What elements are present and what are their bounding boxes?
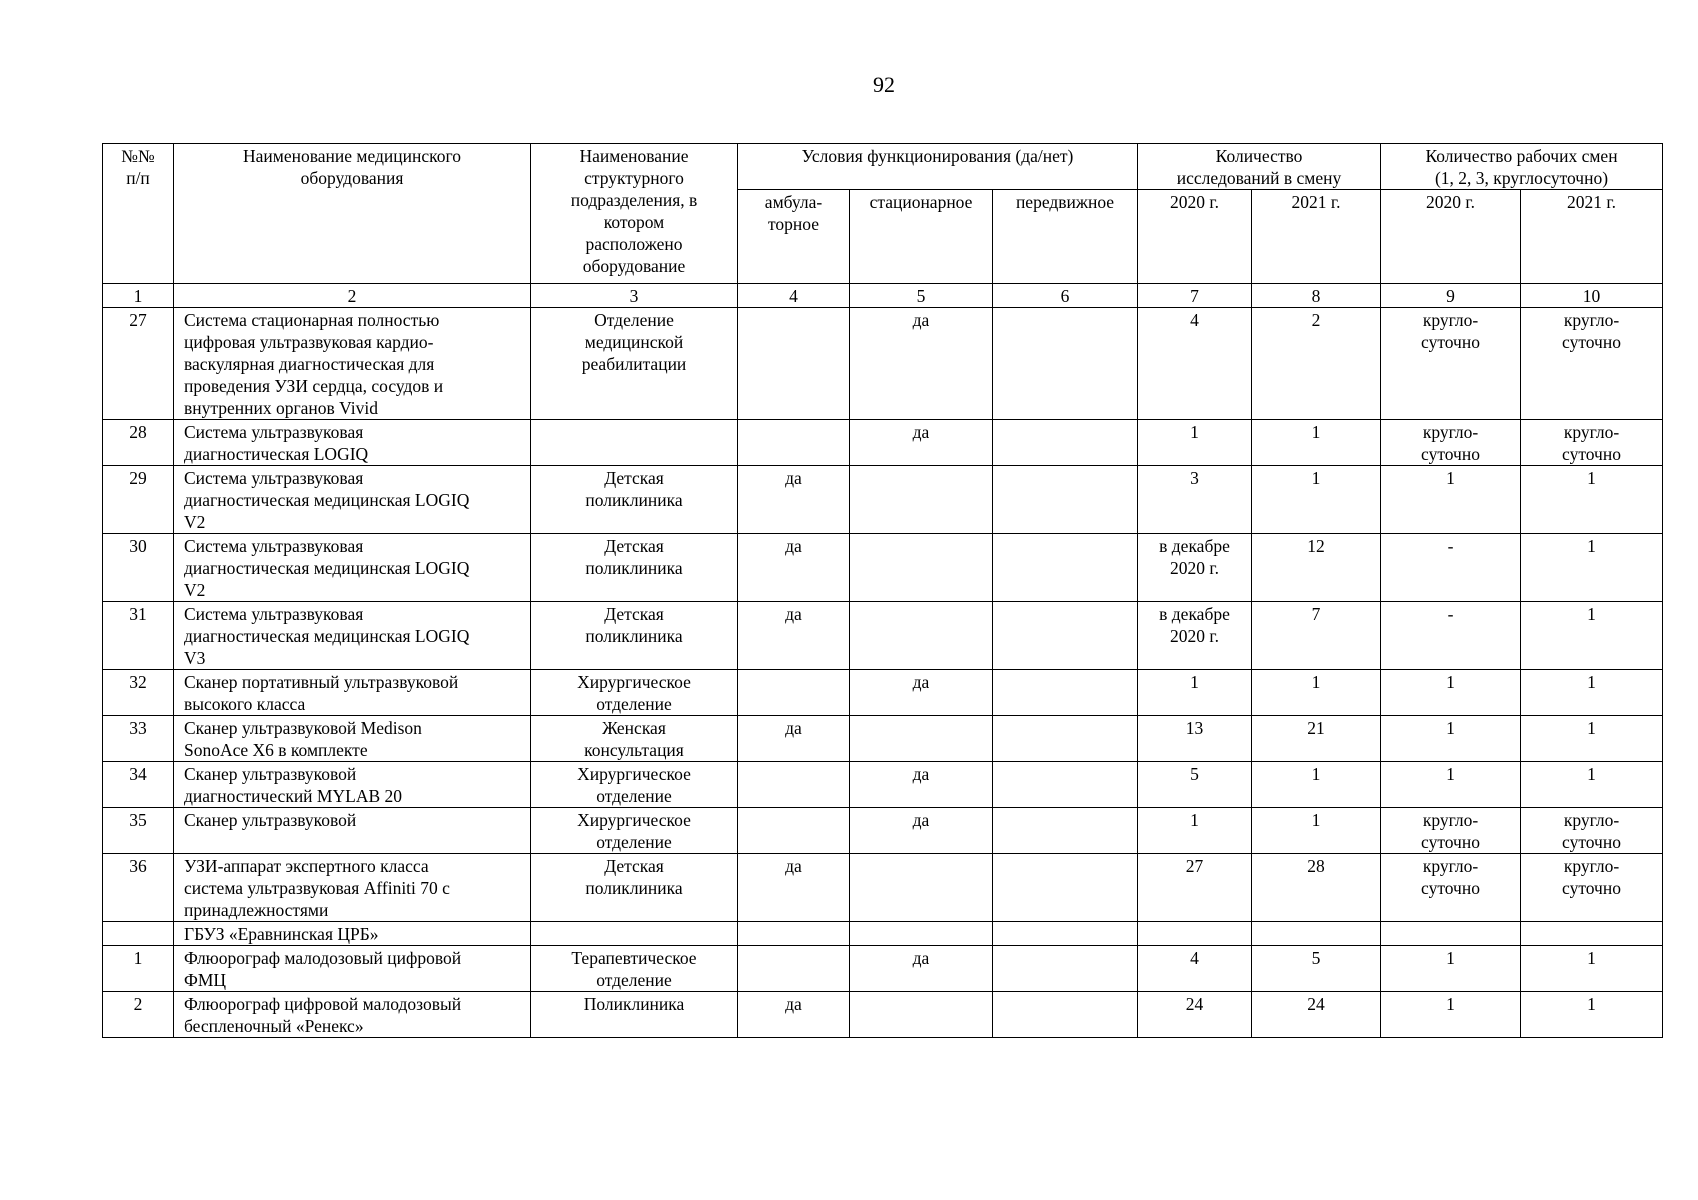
cond-stationary: да	[850, 762, 993, 808]
cond-stationary: да	[850, 670, 993, 716]
shifts-2020: 1	[1381, 762, 1521, 808]
page-number: 92	[873, 72, 895, 97]
equipment-name: Сканер ультразвуковой диагностический MYLAB 20	[174, 762, 531, 808]
cond-ambulatory: да	[738, 602, 850, 670]
table-row	[103, 808, 1663, 854]
structural-unit: Детская поликлиника	[531, 534, 738, 602]
row-number: 33	[103, 716, 174, 762]
structural-unit: Детская поликлиника	[531, 466, 738, 534]
equipment-name: Сканер ультразвуковой Medison SonoAce X6 в комплекте	[174, 716, 531, 762]
cond-mobile	[993, 602, 1138, 670]
table-row	[103, 922, 1663, 946]
row-number: 29	[103, 466, 174, 534]
studies-2021	[1252, 922, 1381, 946]
row-number: 1	[103, 946, 174, 992]
header-studies-per-shift: Количество исследований в смену	[1138, 144, 1381, 190]
cond-ambulatory: да	[738, 854, 850, 922]
row-number: 28	[103, 420, 174, 466]
equipment-name: ГБУЗ «Еравнинская ЦРБ»	[174, 922, 531, 946]
column-number: 3	[531, 284, 738, 308]
cond-ambulatory	[738, 420, 850, 466]
shifts-2020: 1	[1381, 466, 1521, 534]
studies-2021: 2	[1252, 308, 1381, 420]
shifts-2021: 1	[1521, 946, 1663, 992]
column-number: 4	[738, 284, 850, 308]
shifts-2021: кругло- суточно	[1521, 420, 1663, 466]
studies-2020: 24	[1138, 992, 1252, 1038]
studies-2021: 12	[1252, 534, 1381, 602]
equipment-name: Флюорограф малодозовый цифровой ФМЦ	[174, 946, 531, 992]
header-cond-mobile: передвижное	[993, 190, 1138, 284]
cond-ambulatory	[738, 808, 850, 854]
cond-mobile	[993, 808, 1138, 854]
shifts-2020: кругло- суточно	[1381, 808, 1521, 854]
cond-mobile	[993, 762, 1138, 808]
row-number: 27	[103, 308, 174, 420]
shifts-2021	[1521, 922, 1663, 946]
shifts-2021: кругло- суточно	[1521, 808, 1663, 854]
studies-2020: 5	[1138, 762, 1252, 808]
studies-2021: 21	[1252, 716, 1381, 762]
column-number-row	[103, 284, 1663, 308]
header-conditions: Условия функционирования (да/нет)	[738, 144, 1138, 190]
cond-mobile	[993, 466, 1138, 534]
studies-2021: 7	[1252, 602, 1381, 670]
studies-2021: 1	[1252, 420, 1381, 466]
equipment-name: Сканер ультразвуковой	[174, 808, 531, 854]
studies-2020	[1138, 922, 1252, 946]
shifts-2020: -	[1381, 602, 1521, 670]
cond-ambulatory: да	[738, 992, 850, 1038]
column-number: 1	[103, 284, 174, 308]
shifts-2020: -	[1381, 534, 1521, 602]
row-number: 34	[103, 762, 174, 808]
structural-unit: Поликлиника	[531, 992, 738, 1038]
equipment-table	[102, 143, 1663, 1038]
cond-mobile	[993, 946, 1138, 992]
row-number: 36	[103, 854, 174, 922]
studies-2021: 1	[1252, 466, 1381, 534]
cond-ambulatory: да	[738, 534, 850, 602]
table-row	[103, 716, 1663, 762]
shifts-2020: кругло- суточно	[1381, 308, 1521, 420]
header-studies-2020: 2020 г.	[1138, 190, 1252, 284]
studies-2021: 28	[1252, 854, 1381, 922]
header-cond-stationary: стационарное	[850, 190, 993, 284]
structural-unit: Детская поликлиника	[531, 854, 738, 922]
studies-2020: в декабре 2020 г.	[1138, 602, 1252, 670]
column-number: 7	[1138, 284, 1252, 308]
table-row	[103, 308, 1663, 420]
shifts-2020: 1	[1381, 716, 1521, 762]
structural-unit: Отделение медицинской реабилитации	[531, 308, 738, 420]
cond-stationary: да	[850, 420, 993, 466]
studies-2020: 1	[1138, 670, 1252, 716]
studies-2020: в декабре 2020 г.	[1138, 534, 1252, 602]
column-number: 5	[850, 284, 993, 308]
header-structural-unit: Наименование структурного подразделения, в котором расположено оборудование	[531, 144, 738, 284]
studies-2020: 3	[1138, 466, 1252, 534]
column-number: 6	[993, 284, 1138, 308]
table-row	[103, 992, 1663, 1038]
column-number: 10	[1521, 284, 1663, 308]
shifts-2020: 1	[1381, 992, 1521, 1038]
header-shifts-2021: 2021 г.	[1521, 190, 1663, 284]
shifts-2021: 1	[1521, 534, 1663, 602]
column-number: 2	[174, 284, 531, 308]
structural-unit: Женская консультация	[531, 716, 738, 762]
structural-unit	[531, 420, 738, 466]
header-equipment-name: Наименование медицинского оборудования	[174, 144, 531, 284]
table-row	[103, 602, 1663, 670]
cond-stationary	[850, 854, 993, 922]
cond-mobile	[993, 716, 1138, 762]
equipment-name: Система ультразвуковая диагностическая медицинская LOGIQ V2	[174, 466, 531, 534]
cond-mobile	[993, 670, 1138, 716]
cond-stationary	[850, 992, 993, 1038]
studies-2020: 27	[1138, 854, 1252, 922]
cond-stationary	[850, 716, 993, 762]
row-number	[103, 922, 174, 946]
header-studies-2021: 2021 г.	[1252, 190, 1381, 284]
table-row	[103, 670, 1663, 716]
equipment-name: Система ультразвуковая диагностическая LOGIQ	[174, 420, 531, 466]
row-number: 2	[103, 992, 174, 1038]
structural-unit: Детская поликлиника	[531, 602, 738, 670]
cond-mobile	[993, 420, 1138, 466]
column-number: 9	[1381, 284, 1521, 308]
shifts-2020: 1	[1381, 946, 1521, 992]
cond-ambulatory	[738, 922, 850, 946]
studies-2021: 1	[1252, 670, 1381, 716]
shifts-2021: кругло- суточно	[1521, 308, 1663, 420]
studies-2021: 24	[1252, 992, 1381, 1038]
row-number: 35	[103, 808, 174, 854]
cond-stationary	[850, 922, 993, 946]
shifts-2020	[1381, 922, 1521, 946]
cond-mobile	[993, 854, 1138, 922]
shifts-2021: 1	[1521, 670, 1663, 716]
cond-mobile	[993, 534, 1138, 602]
shifts-2020: 1	[1381, 670, 1521, 716]
shifts-2021: 1	[1521, 466, 1663, 534]
table-row	[103, 854, 1663, 922]
shifts-2021: 1	[1521, 602, 1663, 670]
header-row-top	[103, 144, 1663, 190]
shifts-2021: кругло- суточно	[1521, 854, 1663, 922]
row-number: 31	[103, 602, 174, 670]
equipment-name: Сканер портативный ультразвуковой высокого класса	[174, 670, 531, 716]
structural-unit: Хирургическое отделение	[531, 670, 738, 716]
shifts-2020: кругло- суточно	[1381, 420, 1521, 466]
cond-stationary	[850, 466, 993, 534]
header-cond-ambulatory: амбула- торное	[738, 190, 850, 284]
studies-2020: 4	[1138, 946, 1252, 992]
cond-mobile	[993, 308, 1138, 420]
cond-mobile	[993, 922, 1138, 946]
cond-stationary	[850, 602, 993, 670]
header-num: №№ п/п	[103, 144, 174, 284]
cond-ambulatory: да	[738, 466, 850, 534]
studies-2020: 1	[1138, 420, 1252, 466]
row-number: 30	[103, 534, 174, 602]
equipment-name: Система ультразвуковая диагностическая медицинская LOGIQ V3	[174, 602, 531, 670]
cond-ambulatory	[738, 308, 850, 420]
equipment-name: УЗИ-аппарат экспертного класса система ультразвуковая Affiniti 70 с принадлежностями	[174, 854, 531, 922]
studies-2021: 1	[1252, 808, 1381, 854]
cond-stationary: да	[850, 946, 993, 992]
header-shifts-2020: 2020 г.	[1381, 190, 1521, 284]
cond-stationary: да	[850, 808, 993, 854]
cond-ambulatory: да	[738, 716, 850, 762]
equipment-name: Флюорограф цифровой малодозовый беспленочный «Ренекс»	[174, 992, 531, 1038]
studies-2020: 13	[1138, 716, 1252, 762]
column-number: 8	[1252, 284, 1381, 308]
structural-unit	[531, 922, 738, 946]
cond-ambulatory	[738, 762, 850, 808]
shifts-2021: 1	[1521, 716, 1663, 762]
studies-2020: 1	[1138, 808, 1252, 854]
structural-unit: Хирургическое отделение	[531, 762, 738, 808]
cond-ambulatory	[738, 946, 850, 992]
equipment-name: Система стационарная полностью цифровая ультразвуковая кардио- васкулярная диагностическая для проведения УЗИ сердца, сосудов и внутренних органов Vivid	[174, 308, 531, 420]
table-row	[103, 762, 1663, 808]
cond-ambulatory	[738, 670, 850, 716]
table-row	[103, 420, 1663, 466]
table-row	[103, 466, 1663, 534]
structural-unit: Хирургическое отделение	[531, 808, 738, 854]
table-body	[103, 308, 1663, 1038]
studies-2021: 1	[1252, 762, 1381, 808]
shifts-2020: кругло- суточно	[1381, 854, 1521, 922]
cond-stationary	[850, 534, 993, 602]
shifts-2021: 1	[1521, 762, 1663, 808]
header-shift-count: Количество рабочих смен (1, 2, 3, круглосуточно)	[1381, 144, 1663, 190]
structural-unit: Терапевтическое отделение	[531, 946, 738, 992]
studies-2020: 4	[1138, 308, 1252, 420]
table-row	[103, 534, 1663, 602]
cond-mobile	[993, 992, 1138, 1038]
cond-stationary: да	[850, 308, 993, 420]
equipment-name: Система ультразвуковая диагностическая медицинская LOGIQ V2	[174, 534, 531, 602]
shifts-2021: 1	[1521, 992, 1663, 1038]
row-number: 32	[103, 670, 174, 716]
studies-2021: 5	[1252, 946, 1381, 992]
table-row	[103, 946, 1663, 992]
